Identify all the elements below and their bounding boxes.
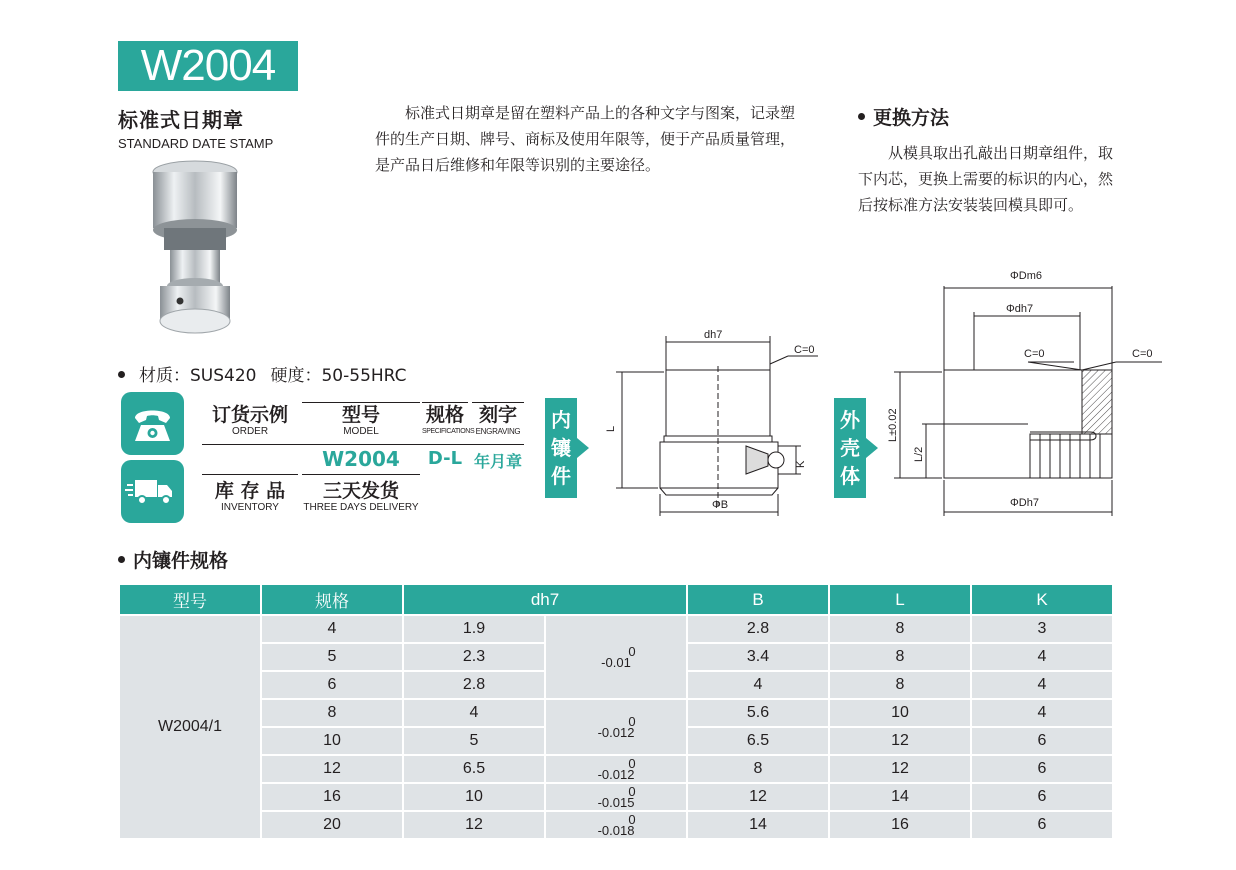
header-dh7: dh7 (403, 584, 687, 615)
model-label: 型号 MODEL (341, 404, 380, 437)
engrave-value: 年月章 (473, 452, 522, 471)
material-line: 材质：SUS420 硬度：50-55HRC (118, 361, 421, 386)
inner-phib-label: ΦB (712, 499, 729, 511)
outer-dh7-bottom-label: ΦDh7 (1010, 497, 1039, 509)
tolerance-cell: 0 -0.018 (545, 811, 687, 839)
inner-k-label: K (795, 460, 807, 468)
delivery-label: 三天发货 THREE DAYS DELIVERY (303, 480, 419, 513)
spec-label: 规格 SPECIFICATIONS (422, 404, 475, 435)
inventory-label: 库 存 品 INVENTORY (214, 480, 286, 513)
product-photo (148, 158, 248, 344)
header-b: B (687, 584, 829, 615)
header-spec: 规格 (261, 584, 403, 615)
table-row: 5 2.3 3.4 8 4 (119, 643, 1113, 671)
inner-insert-diagram (596, 326, 826, 522)
outer-dm6-label: ΦDm6 (1010, 270, 1043, 282)
outer-l-half-label: L/2 (913, 446, 925, 462)
outer-c0-label-b: C=0 (1132, 348, 1153, 360)
spec-table (118, 583, 1114, 840)
table-row: 6 2.8 4 8 4 (119, 671, 1113, 699)
tolerance-cell: 0 -0.012 (545, 699, 687, 755)
page-title: 标准式日期章 (118, 108, 244, 132)
table-row: 10 5 6.5 12 6 (119, 727, 1113, 755)
table-row: 8 4 0 -0.012 5.6 10 4 (119, 699, 1113, 727)
outer-shell-diagram (884, 266, 1174, 522)
spec-value: D-L (427, 448, 463, 469)
inner-dh7-label: dh7 (704, 329, 723, 341)
delivery-truck-icon (121, 460, 184, 523)
inner-insert-tab: 内 镶 件 (545, 398, 589, 498)
table-row: 20 12 0 -0.018 14 16 6 (119, 811, 1113, 839)
replace-method-body: 从模具取出孔敲出日期章组件，取下内芯，更换上需要的标识的内心，然后按标准方法安装装回模具即可。 (858, 144, 1114, 214)
table-row: W2004/1 4 1.9 0 -0.01 2.8 8 3 (119, 615, 1113, 643)
model-code-badge: W2004 (118, 41, 298, 91)
outer-shell-tab: 外 壳 体 (834, 398, 878, 498)
tolerance-cell: 0 -0.015 (545, 783, 687, 811)
bullet-icon (118, 556, 125, 563)
outer-l-tol-label: L±0.02 (887, 408, 899, 442)
model-value: W2004 (322, 447, 400, 471)
outer-c0-label-a: C=0 (1024, 348, 1045, 360)
table-row: 16 10 0 -0.015 12 14 6 (119, 783, 1113, 811)
inner-l-label: L (605, 425, 617, 432)
model-cell: W2004/1 (119, 615, 261, 839)
page-subtitle: STANDARD DATE STAMP (118, 136, 274, 151)
bullet-icon (858, 113, 865, 120)
inner-c0-label: C=0 (794, 344, 815, 356)
outer-dh7-top-label: Φdh7 (1006, 303, 1034, 315)
order-example-label: 订货示例 ORDER (211, 404, 288, 437)
header-k: K (971, 584, 1113, 615)
tolerance-cell: 0 -0.01 (545, 615, 687, 699)
product-description: 标准式日期章是留在塑料产品上的各种文字与图案，记录塑件的生产日期、牌号、商标及使用年限等，便于产品质量管理，是产品日后维修和年限等识别的主要途径。 (375, 104, 796, 174)
replace-method-title: 更换方法 (858, 103, 949, 130)
tolerance-cell: 0 -0.012 (545, 755, 687, 783)
header-l: L (829, 584, 971, 615)
table-header-row (119, 584, 1113, 615)
spec-section-title: 内镶件规格 (118, 546, 228, 573)
engrave-label: 刻字 ENGRAVING (475, 404, 521, 436)
table-row: 12 6.5 0 -0.012 8 12 6 (119, 755, 1113, 783)
telephone-icon (121, 392, 184, 455)
bullet-icon (118, 371, 125, 378)
header-model: 型号 (119, 584, 261, 615)
